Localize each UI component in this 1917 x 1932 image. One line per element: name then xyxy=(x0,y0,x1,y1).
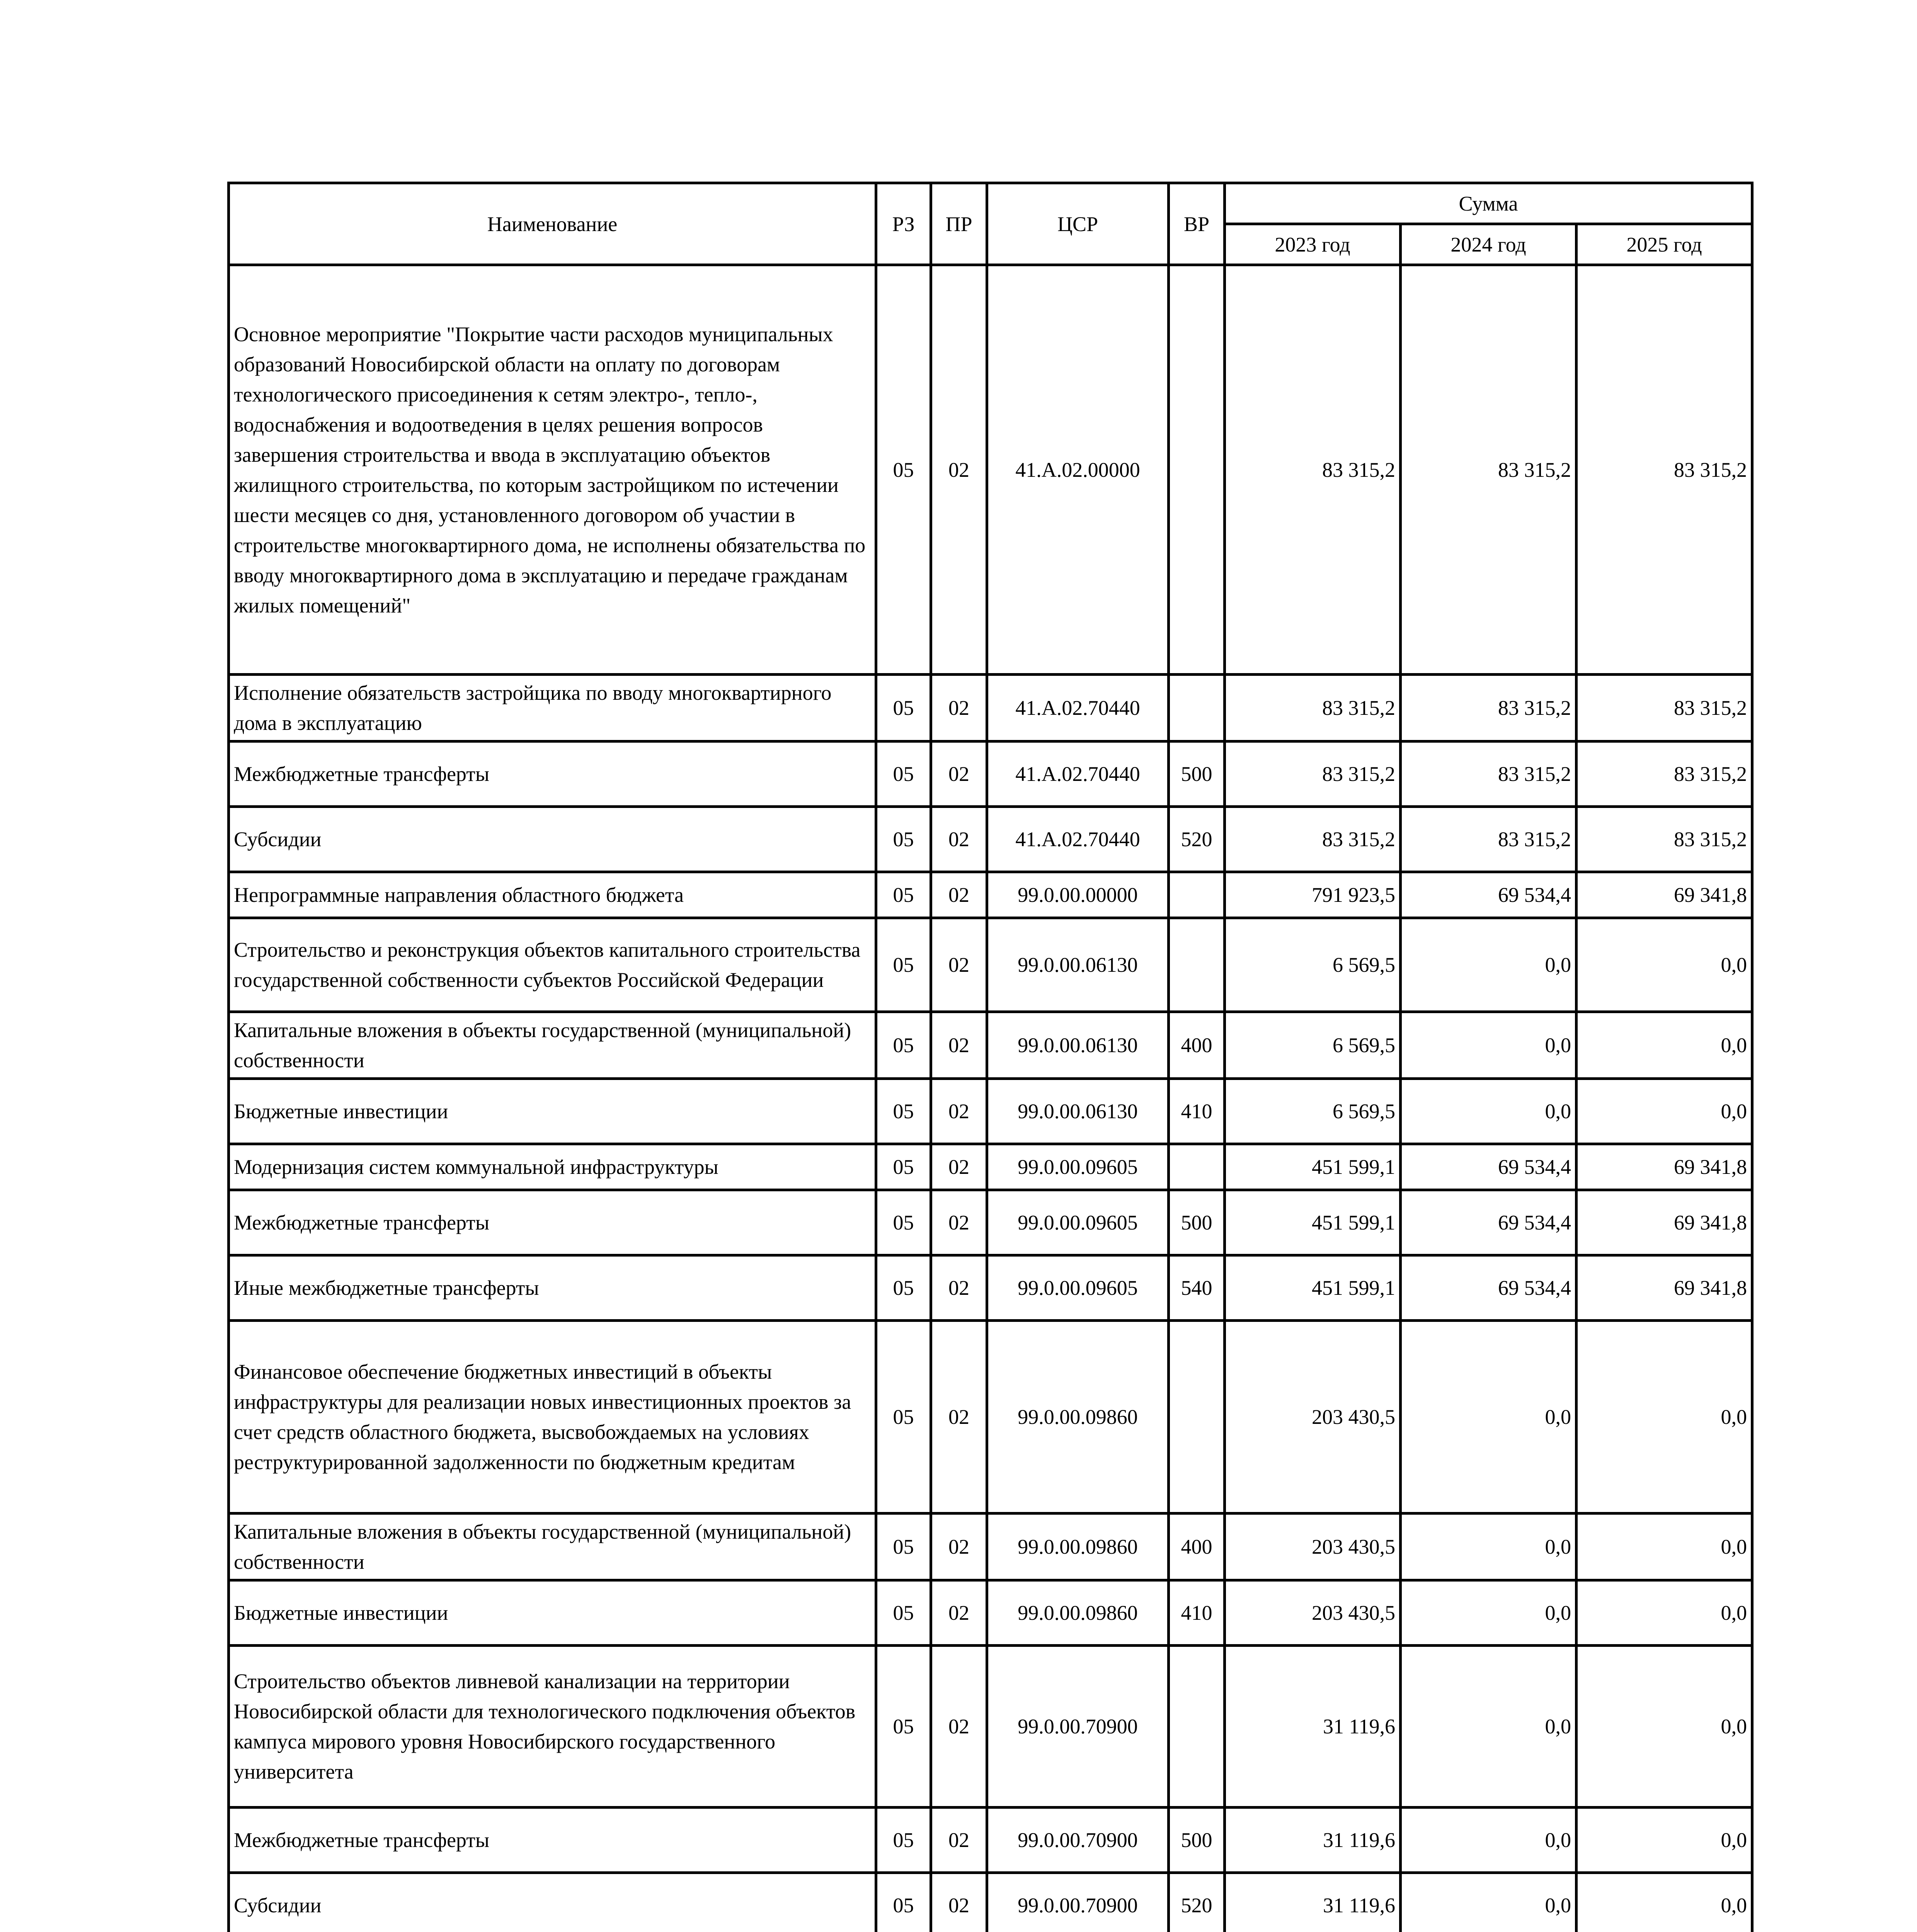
cell-pr: 02 xyxy=(931,675,987,742)
cell-pr: 02 xyxy=(931,918,987,1012)
table-row xyxy=(229,1321,1752,1514)
table-row xyxy=(229,918,1752,1012)
cell-vr: 410 xyxy=(1169,1580,1225,1646)
cell-2024: 0,0 xyxy=(1401,1808,1577,1873)
cell-2025: 69 341,8 xyxy=(1577,872,1752,918)
cell-2025: 0,0 xyxy=(1577,1873,1752,1932)
cell-name: Основное мероприятие "Покрытие части расходов муниципальных образований Новосибирской области на оплату по договорам технологического присоединения к сетям электро-, тепло-, водоснабжения и водоотведения в целях решения вопросов завершения строительства и ввода в эксплуатацию объектов жилищного строительства, по которым застройщиком по истечении шести месяцев со дня, установленного договором об участии в строительстве многоквартирного дома, не исполнены обязательства по вводу многоквартирного дома в эксплуатацию и передаче гражданам жилых помещений" xyxy=(229,265,876,675)
cell-2023: 6 569,5 xyxy=(1225,1012,1401,1079)
cell-2024: 69 534,4 xyxy=(1401,1190,1577,1255)
cell-2025: 83 315,2 xyxy=(1577,807,1752,872)
cell-2023: 83 315,2 xyxy=(1225,807,1401,872)
cell-2023: 203 430,5 xyxy=(1225,1514,1401,1580)
cell-csr: 99.0.00.00000 xyxy=(987,872,1169,918)
table-row xyxy=(229,1514,1752,1580)
cell-2023: 203 430,5 xyxy=(1225,1321,1401,1514)
cell-csr: 99.0.00.09860 xyxy=(987,1321,1169,1514)
cell-2023: 31 119,6 xyxy=(1225,1808,1401,1873)
cell-csr: 99.0.00.09860 xyxy=(987,1580,1169,1646)
cell-name: Строительство объектов ливневой канализации на территории Новосибирской области для технологического подключения объектов кампуса мирового уровня Новосибирского государственного университета xyxy=(229,1646,876,1808)
cell-2023: 83 315,2 xyxy=(1225,675,1401,742)
cell-pr: 02 xyxy=(931,742,987,807)
cell-csr: 99.0.00.09605 xyxy=(987,1190,1169,1255)
header-year-2023: 2023 год xyxy=(1225,224,1401,265)
cell-pr: 02 xyxy=(931,1079,987,1144)
header-year-2024: 2024 год xyxy=(1401,224,1577,265)
cell-2025: 83 315,2 xyxy=(1577,675,1752,742)
cell-rz: 05 xyxy=(876,918,931,1012)
cell-2024: 83 315,2 xyxy=(1401,807,1577,872)
cell-name: Иные межбюджетные трансферты xyxy=(229,1255,876,1321)
cell-rz: 05 xyxy=(876,1255,931,1321)
header-name: Наименование xyxy=(229,183,876,265)
cell-name: Непрограммные направления областного бюджета xyxy=(229,872,876,918)
cell-vr: 500 xyxy=(1169,1190,1225,1255)
cell-vr: 400 xyxy=(1169,1514,1225,1580)
cell-2023: 451 599,1 xyxy=(1225,1255,1401,1321)
cell-2024: 0,0 xyxy=(1401,1646,1577,1808)
cell-csr: 99.0.00.09605 xyxy=(987,1144,1169,1190)
cell-vr: 520 xyxy=(1169,1873,1225,1932)
cell-vr xyxy=(1169,1144,1225,1190)
cell-name: Строительство и реконструкция объектов капитального строительства государственной собственности субъектов Российской Федерации xyxy=(229,918,876,1012)
cell-2025: 0,0 xyxy=(1577,1321,1752,1514)
header-csr: ЦСР xyxy=(987,183,1169,265)
cell-2025: 0,0 xyxy=(1577,918,1752,1012)
cell-csr: 99.0.00.09605 xyxy=(987,1255,1169,1321)
cell-csr: 99.0.00.09860 xyxy=(987,1514,1169,1580)
cell-vr xyxy=(1169,1321,1225,1514)
cell-rz: 05 xyxy=(876,1012,931,1079)
cell-2025: 83 315,2 xyxy=(1577,265,1752,675)
table-row xyxy=(229,1646,1752,1808)
cell-2025: 69 341,8 xyxy=(1577,1255,1752,1321)
table-header xyxy=(229,183,1752,265)
cell-pr: 02 xyxy=(931,1012,987,1079)
cell-csr: 99.0.00.06130 xyxy=(987,918,1169,1012)
cell-name: Исполнение обязательств застройщика по вводу многоквартирного дома в эксплуатацию xyxy=(229,675,876,742)
cell-rz: 05 xyxy=(876,1321,931,1514)
cell-2024: 83 315,2 xyxy=(1401,675,1577,742)
cell-rz: 05 xyxy=(876,1514,931,1580)
cell-name: Бюджетные инвестиции xyxy=(229,1079,876,1144)
table-row xyxy=(229,1190,1752,1255)
cell-pr: 02 xyxy=(931,265,987,675)
cell-2024: 0,0 xyxy=(1401,1079,1577,1144)
table-body xyxy=(229,265,1752,1932)
cell-name: Капитальные вложения в объекты государственной (муниципальной) собственности xyxy=(229,1012,876,1079)
cell-rz: 05 xyxy=(876,1079,931,1144)
cell-rz: 05 xyxy=(876,1144,931,1190)
cell-csr: 41.А.02.00000 xyxy=(987,265,1169,675)
cell-vr: 500 xyxy=(1169,742,1225,807)
cell-2024: 0,0 xyxy=(1401,1321,1577,1514)
table-row xyxy=(229,1255,1752,1321)
cell-vr xyxy=(1169,675,1225,742)
table-row xyxy=(229,807,1752,872)
cell-csr: 99.0.00.06130 xyxy=(987,1079,1169,1144)
cell-csr: 99.0.00.70900 xyxy=(987,1646,1169,1808)
cell-pr: 02 xyxy=(931,1808,987,1873)
header-rz: РЗ xyxy=(876,183,931,265)
cell-2023: 83 315,2 xyxy=(1225,742,1401,807)
cell-name: Бюджетные инвестиции xyxy=(229,1580,876,1646)
cell-2023: 31 119,6 xyxy=(1225,1646,1401,1808)
cell-vr xyxy=(1169,872,1225,918)
cell-rz: 05 xyxy=(876,872,931,918)
table-row xyxy=(229,1808,1752,1873)
cell-pr: 02 xyxy=(931,1255,987,1321)
cell-name: Модернизация систем коммунальной инфраструктуры xyxy=(229,1144,876,1190)
cell-2025: 0,0 xyxy=(1577,1514,1752,1580)
header-sum: Сумма xyxy=(1225,183,1752,224)
cell-vr xyxy=(1169,918,1225,1012)
cell-2023: 31 119,6 xyxy=(1225,1873,1401,1932)
cell-2023: 203 430,5 xyxy=(1225,1580,1401,1646)
cell-2023: 83 315,2 xyxy=(1225,265,1401,675)
cell-rz: 05 xyxy=(876,1580,931,1646)
cell-2025: 0,0 xyxy=(1577,1646,1752,1808)
cell-rz: 05 xyxy=(876,807,931,872)
cell-2025: 69 341,8 xyxy=(1577,1190,1752,1255)
cell-rz: 05 xyxy=(876,1190,931,1255)
cell-vr: 520 xyxy=(1169,807,1225,872)
cell-csr: 41.А.02.70440 xyxy=(987,742,1169,807)
cell-2023: 791 923,5 xyxy=(1225,872,1401,918)
cell-2023: 6 569,5 xyxy=(1225,1079,1401,1144)
cell-2024: 83 315,2 xyxy=(1401,742,1577,807)
cell-pr: 02 xyxy=(931,1321,987,1514)
cell-pr: 02 xyxy=(931,1190,987,1255)
cell-csr: 99.0.00.70900 xyxy=(987,1808,1169,1873)
cell-2024: 83 315,2 xyxy=(1401,265,1577,675)
cell-2023: 6 569,5 xyxy=(1225,918,1401,1012)
cell-csr: 99.0.00.06130 xyxy=(987,1012,1169,1079)
cell-2025: 0,0 xyxy=(1577,1580,1752,1646)
cell-vr xyxy=(1169,1646,1225,1808)
cell-vr: 500 xyxy=(1169,1808,1225,1873)
cell-2024: 0,0 xyxy=(1401,918,1577,1012)
cell-2025: 0,0 xyxy=(1577,1079,1752,1144)
table-row xyxy=(229,1580,1752,1646)
cell-pr: 02 xyxy=(931,1144,987,1190)
cell-vr xyxy=(1169,265,1225,675)
table-row xyxy=(229,265,1752,675)
cell-2024: 0,0 xyxy=(1401,1012,1577,1079)
cell-2024: 69 534,4 xyxy=(1401,872,1577,918)
header-year-2025: 2025 год xyxy=(1577,224,1752,265)
cell-2025: 0,0 xyxy=(1577,1012,1752,1079)
table-row xyxy=(229,675,1752,742)
cell-name: Субсидии xyxy=(229,1873,876,1932)
cell-rz: 05 xyxy=(876,265,931,675)
cell-rz: 05 xyxy=(876,1646,931,1808)
cell-vr: 400 xyxy=(1169,1012,1225,1079)
header-vr: ВР xyxy=(1169,183,1225,265)
cell-2024: 69 534,4 xyxy=(1401,1255,1577,1321)
cell-name: Финансовое обеспечение бюджетных инвестиций в объекты инфраструктуры для реализации новых инвестиционных проектов за счет средств областного бюджета, высвобождаемых на условиях реструктурированной задолженности по бюджетным кредитам xyxy=(229,1321,876,1514)
header-pr: ПР xyxy=(931,183,987,265)
cell-rz: 05 xyxy=(876,1873,931,1932)
cell-csr: 99.0.00.70900 xyxy=(987,1873,1169,1932)
cell-pr: 02 xyxy=(931,807,987,872)
cell-pr: 02 xyxy=(931,1873,987,1932)
cell-pr: 02 xyxy=(931,1580,987,1646)
cell-2025: 0,0 xyxy=(1577,1808,1752,1873)
cell-name: Капитальные вложения в объекты государственной (муниципальной) собственности xyxy=(229,1514,876,1580)
cell-rz: 05 xyxy=(876,1808,931,1873)
table-row xyxy=(229,742,1752,807)
cell-vr: 410 xyxy=(1169,1079,1225,1144)
cell-2024: 0,0 xyxy=(1401,1873,1577,1932)
cell-csr: 41.А.02.70440 xyxy=(987,807,1169,872)
cell-name: Субсидии xyxy=(229,807,876,872)
cell-name: Межбюджетные трансферты xyxy=(229,1808,876,1873)
table-row xyxy=(229,872,1752,918)
table-row xyxy=(229,1012,1752,1079)
table-row xyxy=(229,1079,1752,1144)
cell-name: Межбюджетные трансферты xyxy=(229,742,876,807)
cell-name: Межбюджетные трансферты xyxy=(229,1190,876,1255)
cell-2024: 69 534,4 xyxy=(1401,1144,1577,1190)
cell-pr: 02 xyxy=(931,872,987,918)
cell-vr: 540 xyxy=(1169,1255,1225,1321)
cell-rz: 05 xyxy=(876,742,931,807)
cell-rz: 05 xyxy=(876,675,931,742)
budget-table xyxy=(227,182,1754,1932)
cell-2023: 451 599,1 xyxy=(1225,1144,1401,1190)
cell-2023: 451 599,1 xyxy=(1225,1190,1401,1255)
cell-pr: 02 xyxy=(931,1646,987,1808)
cell-pr: 02 xyxy=(931,1514,987,1580)
table-row xyxy=(229,1144,1752,1190)
cell-2025: 69 341,8 xyxy=(1577,1144,1752,1190)
table-row xyxy=(229,1873,1752,1932)
cell-2024: 0,0 xyxy=(1401,1580,1577,1646)
cell-2025: 83 315,2 xyxy=(1577,742,1752,807)
cell-csr: 41.А.02.70440 xyxy=(987,675,1169,742)
cell-2024: 0,0 xyxy=(1401,1514,1577,1580)
